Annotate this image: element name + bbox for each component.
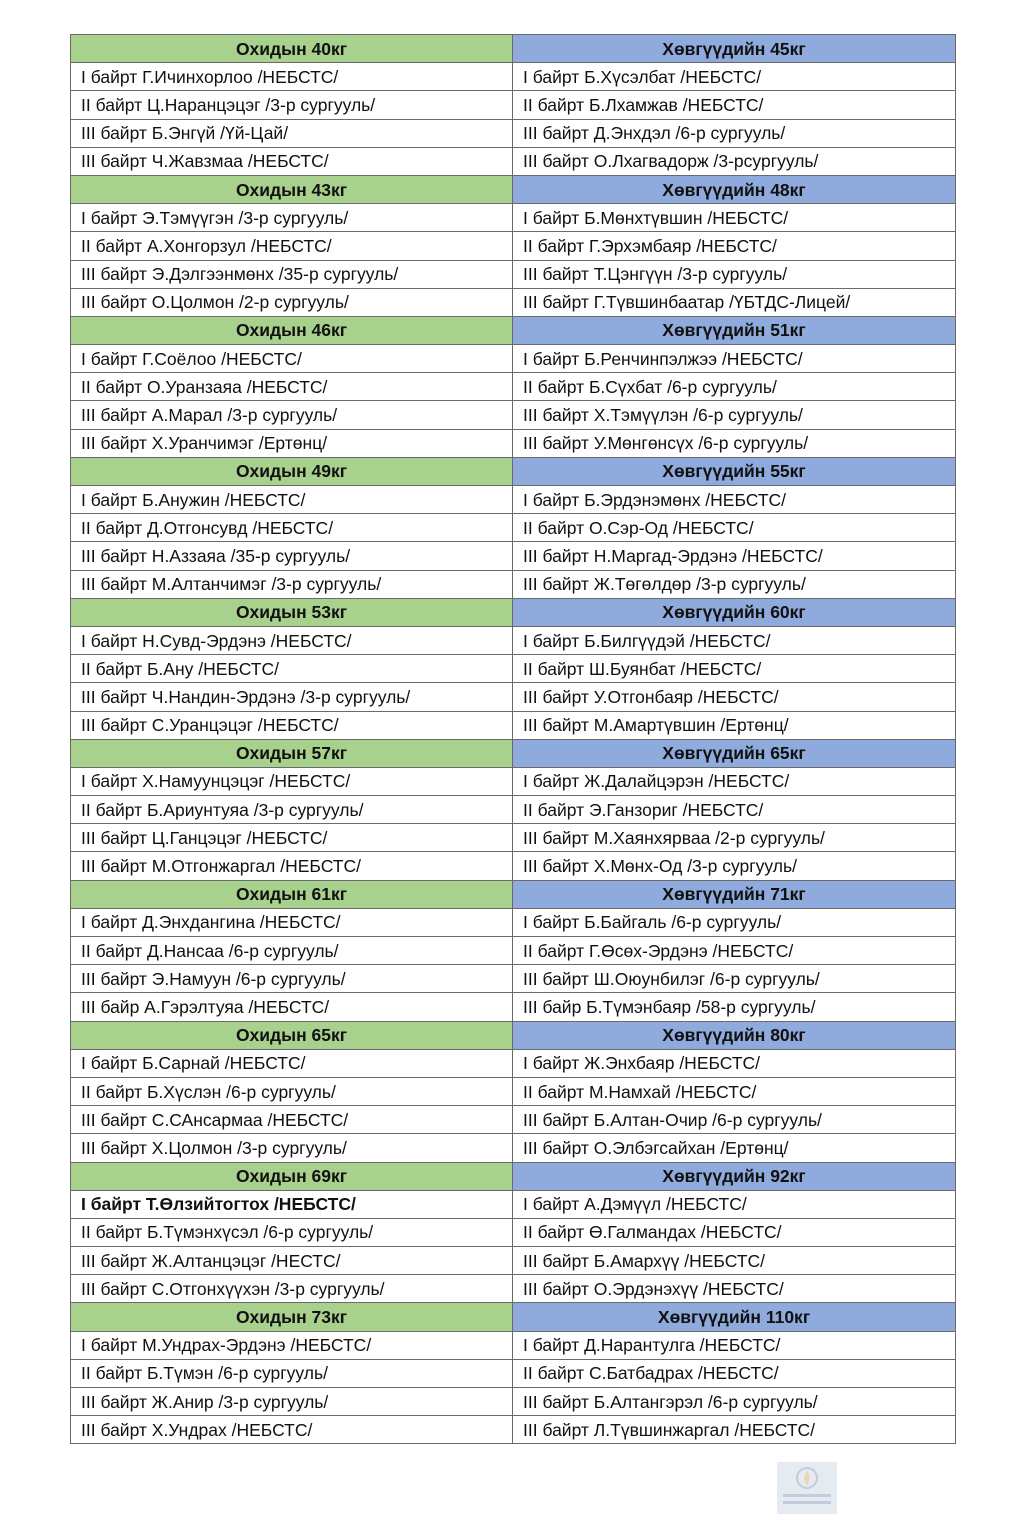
girls-placement-entry: II байрт Д.Отгонсувд /НЕБСТС/ bbox=[71, 514, 513, 542]
girls-placement-entry: III байрт Ж.Алтанцэцэг /НЕСТС/ bbox=[71, 1247, 513, 1275]
table-row bbox=[71, 401, 956, 429]
table-row bbox=[71, 429, 956, 457]
girls-category-title: Охидын 65кг bbox=[71, 1021, 513, 1049]
girls-category-title: Охидын 46кг bbox=[71, 316, 513, 344]
boys-placement-entry: III байрт О.Лхагвадорж /3-рсургууль/ bbox=[513, 147, 956, 175]
table-row bbox=[71, 288, 956, 316]
boys-placement-entry: III байрт Б.Алтан-Очир /6-р сургууль/ bbox=[513, 1106, 956, 1134]
boys-placement-entry: III байрт Л.Түвшинжаргал /НЕБСТС/ bbox=[513, 1416, 956, 1444]
boys-placement-entry: III байрт М.Амартүвшин /Ертөнц/ bbox=[513, 711, 956, 739]
table-row bbox=[71, 908, 956, 936]
category-header-row bbox=[71, 316, 956, 344]
girls-placement-entry: II байрт Д.Нансаа /6-р сургууль/ bbox=[71, 937, 513, 965]
girls-placement-entry: III байрт Ч.Нандин-Эрдэнэ /3-р сургууль/ bbox=[71, 683, 513, 711]
category-header-row bbox=[71, 1162, 956, 1190]
girls-category-title: Охидын 69кг bbox=[71, 1162, 513, 1190]
girls-placement-entry: I байрт Г.Соёлоо /НЕБСТС/ bbox=[71, 345, 513, 373]
boys-placement-entry: I байрт Б.Ренчинпэлжээ /НЕБСТС/ bbox=[513, 345, 956, 373]
boys-placement-entry: I байрт Б.Байгаль /6-р сургууль/ bbox=[513, 908, 956, 936]
table-row bbox=[71, 373, 956, 401]
category-header-row bbox=[71, 175, 956, 203]
table-row bbox=[71, 937, 956, 965]
table-row bbox=[71, 1134, 956, 1162]
boys-category-title: Хөвгүүдийн 45кг bbox=[513, 35, 956, 63]
girls-placement-entry: I байрт Н.Сувд-Эрдэнэ /НЕБСТС/ bbox=[71, 626, 513, 654]
boys-placement-entry: III байрт Ш.Оюунбилэг /6-р сургууль/ bbox=[513, 965, 956, 993]
boys-placement-entry: III байрт О.Элбэгсайхан /Ертөнц/ bbox=[513, 1134, 956, 1162]
boys-placement-entry: III байрт О.Эрдэнэхүү /НЕБСТС/ bbox=[513, 1275, 956, 1303]
table-row bbox=[71, 993, 956, 1021]
girls-placement-entry: I байрт Б.Анужин /НЕБСТС/ bbox=[71, 486, 513, 514]
boys-placement-entry: III байрт Б.Алтангэрэл /6-р сургууль/ bbox=[513, 1388, 956, 1416]
boys-placement-entry: I байрт Б.Эрдэнэмөнх /НЕБСТС/ bbox=[513, 486, 956, 514]
boys-placement-entry: III байрт Ж.Төгөлдөр /3-р сургууль/ bbox=[513, 570, 956, 598]
boys-placement-entry: II байрт Г.Өсөх-Эрдэнэ /НЕБСТС/ bbox=[513, 937, 956, 965]
girls-placement-entry: III байрт Ц.Ганцэцэг /НЕБСТС/ bbox=[71, 824, 513, 852]
boys-placement-entry: III байрт У.Отгонбаяр /НЕБСТС/ bbox=[513, 683, 956, 711]
boys-placement-entry: III байрт М.Хаянхярваа /2-р сургууль/ bbox=[513, 824, 956, 852]
table-row bbox=[71, 63, 956, 91]
table-row bbox=[71, 260, 956, 288]
girls-placement-entry: III байрт С.САнсармаа /НЕБСТС/ bbox=[71, 1106, 513, 1134]
category-header-row bbox=[71, 739, 956, 767]
girls-category-title: Охидын 40кг bbox=[71, 35, 513, 63]
boys-placement-entry: III байрт У.Мөнгөнсүх /6-р сургууль/ bbox=[513, 429, 956, 457]
boys-placement-entry: II байрт Ш.Буянбат /НЕБСТС/ bbox=[513, 655, 956, 683]
table-row bbox=[71, 119, 956, 147]
girls-category-title: Охидын 53кг bbox=[71, 598, 513, 626]
girls-placement-entry: III байрт Х.Цолмон /3-р сургууль/ bbox=[71, 1134, 513, 1162]
girls-placement-entry: III байрт М.Отгонжаргал /НЕБСТС/ bbox=[71, 852, 513, 880]
category-header-row bbox=[71, 1303, 956, 1331]
girls-category-title: Охидын 61кг bbox=[71, 880, 513, 908]
table-row bbox=[71, 767, 956, 795]
girls-placement-entry: III байрт Н.Аззаяа /35-р сургууль/ bbox=[71, 542, 513, 570]
boys-category-title: Хөвгүүдийн 110кг bbox=[513, 1303, 956, 1331]
girls-placement-entry: III байрт Х.Уранчимэг /Ертөнц/ bbox=[71, 429, 513, 457]
girls-placement-entry: II байрт Б.Түмэнхүсэл /6-р сургууль/ bbox=[71, 1218, 513, 1246]
table-row bbox=[71, 1359, 956, 1387]
table-row bbox=[71, 655, 956, 683]
table-row bbox=[71, 1331, 956, 1359]
girls-placement-entry: III байрт Э.Намуун /6-р сургууль/ bbox=[71, 965, 513, 993]
girls-placement-entry: III байрт С.Уранцэцэг /НЕБСТС/ bbox=[71, 711, 513, 739]
table-row bbox=[71, 683, 956, 711]
girls-placement-entry: III байрт Ч.Жавзмаа /НЕБСТС/ bbox=[71, 147, 513, 175]
girls-placement-entry: II байрт Б.Ариунтуяа /3-р сургууль/ bbox=[71, 796, 513, 824]
boys-placement-entry: I байрт Б.Мөнхтүвшин /НЕБСТС/ bbox=[513, 204, 956, 232]
girls-placement-entry: III байрт А.Марал /3-р сургууль/ bbox=[71, 401, 513, 429]
girls-placement-entry: III байрт С.Отгонхүүхэн /3-р сургууль/ bbox=[71, 1275, 513, 1303]
table-row bbox=[71, 626, 956, 654]
girls-placement-entry: III байрт Б.Энгүй /Үй-Цай/ bbox=[71, 119, 513, 147]
boys-placement-entry: I байрт Д.Нарантулга /НЕБСТС/ bbox=[513, 1331, 956, 1359]
boys-placement-entry: II байрт Б.Лхамжав /НЕБСТС/ bbox=[513, 91, 956, 119]
results-table bbox=[70, 34, 956, 1444]
boys-placement-entry: II байрт М.Намхай /НЕБСТС/ bbox=[513, 1077, 956, 1105]
boys-placement-entry: III байрт Х.Тэмүүлэн /6-р сургууль/ bbox=[513, 401, 956, 429]
girls-placement-entry: I байрт Х.Намуунцэцэг /НЕБСТС/ bbox=[71, 767, 513, 795]
girls-placement-entry: II байрт А.Хонгорзул /НЕБСТС/ bbox=[71, 232, 513, 260]
girls-placement-entry: I байрт Т.Өлзийтогтох /НЕБСТС/ bbox=[71, 1190, 513, 1218]
boys-placement-entry: II байрт С.Батбадрах /НЕБСТС/ bbox=[513, 1359, 956, 1387]
girls-placement-entry: II байрт Ц.Наранцэцэг /3-р сургууль/ bbox=[71, 91, 513, 119]
boys-placement-entry: I байрт Ж.Далайцэрэн /НЕБСТС/ bbox=[513, 767, 956, 795]
girls-category-title: Охидын 43кг bbox=[71, 175, 513, 203]
category-header-row bbox=[71, 35, 956, 63]
girls-placement-entry: III байрт М.Алтанчимэг /3-р сургууль/ bbox=[71, 570, 513, 598]
girls-placement-entry: I байрт Д.Энхдангина /НЕБСТС/ bbox=[71, 908, 513, 936]
boys-category-title: Хөвгүүдийн 92кг bbox=[513, 1162, 956, 1190]
table-row bbox=[71, 542, 956, 570]
boys-placement-entry: III байрт Т.Цэнгүүн /3-р сургууль/ bbox=[513, 260, 956, 288]
table-row bbox=[71, 204, 956, 232]
girls-placement-entry: III байрт Х.Ундрах /НЕБСТС/ bbox=[71, 1416, 513, 1444]
boys-placement-entry: II байрт Ө.Галмандах /НЕБСТС/ bbox=[513, 1218, 956, 1246]
boys-placement-entry: III байрт Н.Маргад-Эрдэнэ /НЕБСТС/ bbox=[513, 542, 956, 570]
boys-category-title: Хөвгүүдийн 55кг bbox=[513, 457, 956, 485]
girls-category-title: Охидын 73кг bbox=[71, 1303, 513, 1331]
category-header-row bbox=[71, 880, 956, 908]
category-header-row bbox=[71, 598, 956, 626]
girls-placement-entry: III байрт Э.Дэлгээнмөнх /35-р сургууль/ bbox=[71, 260, 513, 288]
table-row bbox=[71, 1106, 956, 1134]
table-row bbox=[71, 232, 956, 260]
table-row bbox=[71, 147, 956, 175]
results-table-body bbox=[71, 35, 956, 1444]
table-row bbox=[71, 91, 956, 119]
boys-placement-entry: II байрт Г.Эрхэмбаяр /НЕБСТС/ bbox=[513, 232, 956, 260]
table-row bbox=[71, 1190, 956, 1218]
table-row bbox=[71, 965, 956, 993]
boys-placement-entry: III байрт Г.Түвшинбаатар /ҮБТДС-Лицей/ bbox=[513, 288, 956, 316]
girls-placement-entry: I байрт Г.Ичинхорлоо /НЕБСТС/ bbox=[71, 63, 513, 91]
boys-category-title: Хөвгүүдийн 51кг bbox=[513, 316, 956, 344]
table-row bbox=[71, 1247, 956, 1275]
boys-placement-entry: III байр Б.Түмэнбаяр /58-р сургууль/ bbox=[513, 993, 956, 1021]
table-row bbox=[71, 824, 956, 852]
table-row bbox=[71, 1388, 956, 1416]
government-emblem-icon bbox=[775, 1460, 839, 1516]
table-row bbox=[71, 852, 956, 880]
girls-placement-entry: I байрт Э.Тэмүүгэн /3-р сургууль/ bbox=[71, 204, 513, 232]
boys-placement-entry: I байрт Ж.Энхбаяр /НЕБСТС/ bbox=[513, 1049, 956, 1077]
category-header-row bbox=[71, 457, 956, 485]
table-row bbox=[71, 486, 956, 514]
boys-placement-entry: I байрт А.Дэмүүл /НЕБСТС/ bbox=[513, 1190, 956, 1218]
boys-placement-entry: I байрт Б.Хүсэлбат /НЕБСТС/ bbox=[513, 63, 956, 91]
girls-placement-entry: II байрт Б.Түмэн /6-р сургууль/ bbox=[71, 1359, 513, 1387]
girls-category-title: Охидын 49кг bbox=[71, 457, 513, 485]
girls-placement-entry: III байрт О.Цолмон /2-р сургууль/ bbox=[71, 288, 513, 316]
table-row bbox=[71, 1077, 956, 1105]
table-row bbox=[71, 1049, 956, 1077]
table-row bbox=[71, 1275, 956, 1303]
boys-placement-entry: II байрт Б.Сүхбат /6-р сургууль/ bbox=[513, 373, 956, 401]
table-row bbox=[71, 1218, 956, 1246]
girls-placement-entry: I байрт Б.Сарнай /НЕБСТС/ bbox=[71, 1049, 513, 1077]
boys-category-title: Хөвгүүдийн 71кг bbox=[513, 880, 956, 908]
boys-category-title: Хөвгүүдийн 80кг bbox=[513, 1021, 956, 1049]
girls-placement-entry: II байрт Б.Ану /НЕБСТС/ bbox=[71, 655, 513, 683]
girls-placement-entry: III байрт Ж.Анир /3-р сургууль/ bbox=[71, 1388, 513, 1416]
boys-placement-entry: III байрт Д.Энхдэл /6-р сургууль/ bbox=[513, 119, 956, 147]
table-row bbox=[71, 796, 956, 824]
girls-category-title: Охидын 57кг bbox=[71, 739, 513, 767]
boys-category-title: Хөвгүүдийн 48кг bbox=[513, 175, 956, 203]
boys-placement-entry: III байрт Х.Мөнх-Од /3-р сургууль/ bbox=[513, 852, 956, 880]
table-row bbox=[71, 1416, 956, 1444]
category-header-row bbox=[71, 1021, 956, 1049]
girls-placement-entry: I байрт М.Ундрах-Эрдэнэ /НЕБСТС/ bbox=[71, 1331, 513, 1359]
table-row bbox=[71, 711, 956, 739]
boys-category-title: Хөвгүүдийн 65кг bbox=[513, 739, 956, 767]
boys-placement-entry: III байрт Б.Амархүү /НЕБСТС/ bbox=[513, 1247, 956, 1275]
boys-placement-entry: I байрт Б.Билгүүдэй /НЕБСТС/ bbox=[513, 626, 956, 654]
girls-placement-entry: II байрт Б.Хүслэн /6-р сургууль/ bbox=[71, 1077, 513, 1105]
table-row bbox=[71, 570, 956, 598]
girls-placement-entry: III байр А.Гэрэлтуяа /НЕБСТС/ bbox=[71, 993, 513, 1021]
boys-placement-entry: II байрт Э.Ганзориг /НЕБСТС/ bbox=[513, 796, 956, 824]
table-row bbox=[71, 345, 956, 373]
girls-placement-entry: II байрт О.Уранзаяа /НЕБСТС/ bbox=[71, 373, 513, 401]
boys-placement-entry: II байрт О.Сэр-Од /НЕБСТС/ bbox=[513, 514, 956, 542]
boys-category-title: Хөвгүүдийн 60кг bbox=[513, 598, 956, 626]
table-row bbox=[71, 514, 956, 542]
